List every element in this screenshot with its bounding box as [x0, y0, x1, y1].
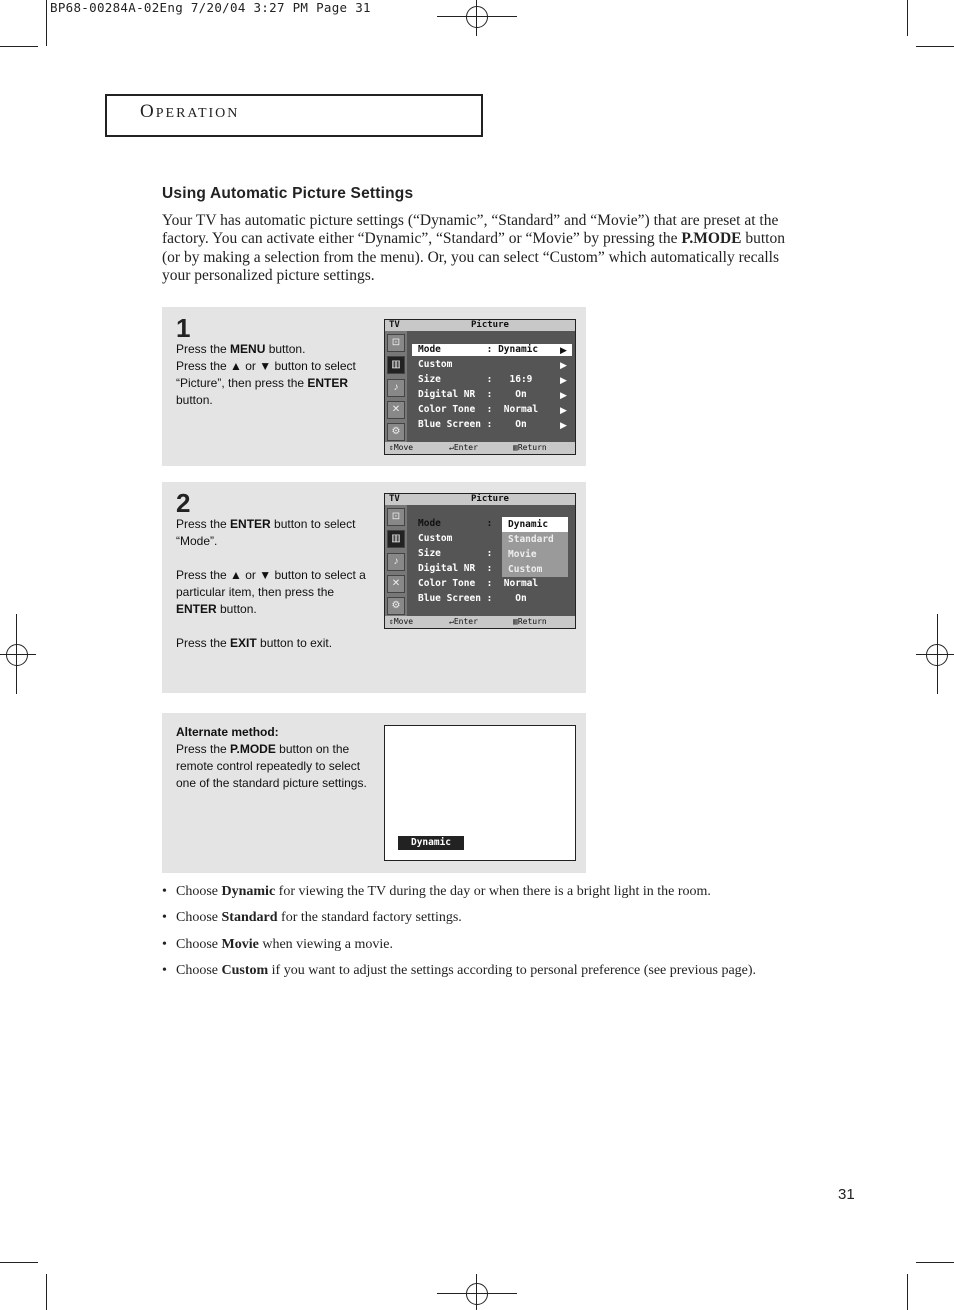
dropdown-option: Dynamic — [502, 517, 568, 532]
osd-picture-menu — [384, 493, 576, 629]
osd-tv-label: TV — [389, 320, 400, 330]
osd-row: Blue Screen : On — [418, 419, 527, 430]
alternate-instructions: Alternate method: Press the P.MODE button on the remote control repeatedly to select one of the standard picture settings. — [176, 725, 367, 790]
dropdown-option: Movie — [508, 549, 537, 560]
sound-icon: ♪ — [387, 553, 405, 571]
arrow-right-icon: ▶ — [560, 420, 567, 430]
dropdown-option: Custom — [508, 564, 543, 575]
section-title: OPERATION — [140, 101, 240, 122]
return-hint: ▥Return — [513, 617, 547, 626]
channel-icon: ✕ — [387, 575, 405, 593]
arrow-right-icon: ▶ — [560, 375, 567, 385]
mode-dropdown — [502, 517, 568, 577]
osd-title: Picture — [471, 320, 509, 330]
sound-icon: ♪ — [387, 379, 405, 397]
step-2-instructions: Press the ENTER button to select “Mode”. Press the ▲ or ▼ button to select a particular item, then press the ENTER button. Press the EXIT button to exit. — [176, 517, 366, 650]
osd-sidebar — [385, 505, 407, 617]
picture-mode-label: Dynamic — [398, 836, 464, 850]
move-hint: ⇕Move — [389, 443, 414, 452]
osd-row: Custom — [418, 359, 453, 370]
picture-icon: ▥ — [387, 356, 405, 374]
arrow-right-icon: ▶ — [560, 390, 567, 400]
osd-tv-label: TV — [389, 494, 400, 504]
step-1-panel — [162, 307, 586, 466]
osd-title: Picture — [471, 494, 509, 504]
page-heading: Using Automatic Picture Settings — [162, 185, 414, 202]
osd-row: Size : — [418, 548, 493, 559]
step-number: 1 — [176, 313, 191, 343]
step-number: 2 — [176, 488, 191, 518]
arrow-right-icon: ▶ — [560, 405, 567, 415]
tv-screen — [384, 725, 576, 861]
dropdown-option: Standard — [508, 534, 554, 545]
osd-row: Digital NR : On — [418, 389, 527, 400]
channel-icon: ✕ — [387, 401, 405, 419]
enter-hint: ↵Enter — [449, 443, 478, 452]
step-2-panel — [162, 482, 586, 693]
return-hint: ▥Return — [513, 443, 547, 452]
osd-row: Color Tone : Normal — [418, 404, 539, 415]
osd-row: Custom — [418, 533, 453, 544]
osd-row: Digital NR : — [418, 563, 493, 574]
osd-footer — [385, 442, 575, 454]
osd-row: Mode : Dynamic — [412, 344, 572, 356]
osd-row: Blue Screen : On — [418, 593, 527, 604]
arrow-right-icon: ▶ — [560, 360, 567, 370]
arrow-right-icon: ▶ — [560, 345, 567, 355]
osd-picture-menu — [384, 319, 576, 455]
print-slug: BP68-00284A-02Eng 7/20/04 3:27 PM Page 31 — [50, 0, 371, 15]
page-number: 31 — [838, 1186, 855, 1203]
intro-paragraph: Your TV has automatic picture settings (“Dynamic”, “Standard” and “Movie”) that are preset at the factory. You can activate either “Dynamic”, “Standard” or “Movie” by pressing the P.MODE button (or by making a selection from the menu). Or, you can select “Custom” which automatically recalls your personalized picture settings. — [162, 212, 785, 284]
osd-footer — [385, 616, 575, 628]
alternate-method-panel — [162, 713, 586, 873]
osd-sidebar — [385, 331, 407, 443]
move-hint: ⇕Move — [389, 617, 414, 626]
picture-icon: ▥ — [387, 530, 405, 548]
osd-row: Size : 16:9 — [418, 374, 533, 385]
setup-icon: ⚙ — [387, 597, 405, 615]
enter-hint: ↵Enter — [449, 617, 478, 626]
input-icon: ⊡ — [387, 508, 405, 526]
osd-row: Color Tone : Normal — [418, 578, 539, 589]
osd-row: Mode : — [418, 518, 493, 529]
step-1-instructions: Press the MENU button. Press the ▲ or ▼ button to select “Picture”, then press the ENTER button. — [176, 342, 356, 407]
setup-icon: ⚙ — [387, 423, 405, 441]
input-icon: ⊡ — [387, 334, 405, 352]
